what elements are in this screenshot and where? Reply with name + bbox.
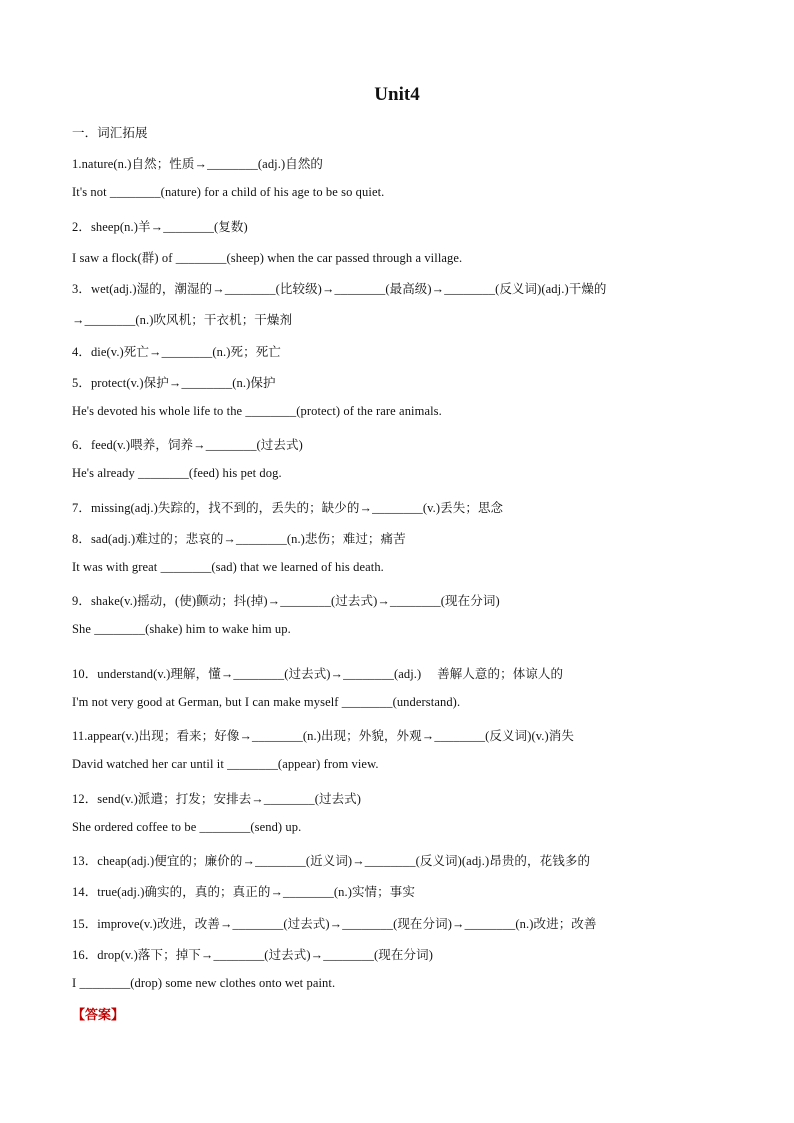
- exercise-line: 13．cheap(adj.)便宜的；廉价的→________(近义词)→________(反义词)(adj.)昂贵的，花钱多的: [72, 854, 591, 868]
- exercise-line: 4．die(v.)死亡→________(n.)死；死亡: [72, 345, 281, 359]
- exercise-line: 8．sad(adj.)难过的；悲哀的→________(n.)悲伤；难过；痛苦: [72, 532, 406, 546]
- exercise-line: She ________(shake) him to wake him up.: [72, 622, 291, 636]
- exercise-line: 2．sheep(n.)羊→________(复数): [72, 220, 248, 234]
- exercise-line: 5．protect(v.)保护→________(n.)保护: [72, 376, 276, 390]
- exercise-line: 1.nature(n.)自然；性质→________(adj.)自然的: [72, 157, 324, 171]
- exercise-line: 11.appear(v.)出现；看来；好像→________(n.)出现；外貌，外观→________(反义词)(v.)消失: [72, 729, 574, 743]
- exercise-line: He's devoted his whole life to the ________(protect) of the rare animals.: [72, 404, 442, 418]
- exercise-line: He's already ________(feed) his pet dog.: [72, 466, 282, 480]
- exercise-line: 6．feed(v.)喂养，饲养→________(过去式): [72, 438, 303, 452]
- exercise-line: 16．drop(v.)落下；掉下→________(过去式)→________(现在分词): [72, 948, 433, 962]
- exercise-line: →________(n.)吹风机；干衣机；干燥剂: [72, 313, 293, 327]
- exercise-line: She ordered coffee to be ________(send) up.: [72, 820, 302, 834]
- exercise-line: I'm not very good at German, but I can make myself ________(understand).: [72, 695, 461, 709]
- exercise-line: 14．true(adj.)确实的，真的；真正的→________(n.)实情；事实: [72, 885, 415, 899]
- section-heading: 一．词汇拓展: [72, 126, 148, 140]
- page-title: Unit4: [374, 84, 420, 105]
- exercise-line: I ________(drop) some new clothes onto wet paint.: [72, 976, 336, 990]
- exercise-line: 12．send(v.)派遣；打发；安排去→________(过去式): [72, 792, 362, 806]
- exercise-line: It was with great ________(sad) that we learned of his death.: [72, 560, 384, 574]
- answer-heading: 【答案】: [72, 1008, 125, 1023]
- exercise-line: 3．wet(adj.)湿的，潮湿的→________(比较级)→________(最高级)→________(反义词)(adj.)干燥的: [72, 282, 607, 296]
- exercise-line: It's not ________(nature) for a child of his age to be so quiet.: [72, 185, 385, 199]
- exercise-line: 7．missing(adj.)失踪的，找不到的，丢失的；缺少的→________(v.)丢失；思念: [72, 501, 504, 515]
- exercise-line: I saw a flock(群) of ________(sheep) when the car passed through a village.: [72, 251, 463, 265]
- exercise-line: 9．shake(v.)摇动，(使)颤动；抖(掉)→________(过去式)→________(现在分词): [72, 594, 500, 608]
- exercise-line: 10．understand(v.)理解，懂→________(过去式)→________(adj.) 善解人意的；体谅人的: [72, 667, 564, 681]
- exercise-line: 15．improve(v.)改进，改善→________(过去式)→________(现在分词)→________(n.)改进；改善: [72, 917, 597, 931]
- exercise-line: David watched her car until it ________(appear) from view.: [72, 757, 379, 771]
